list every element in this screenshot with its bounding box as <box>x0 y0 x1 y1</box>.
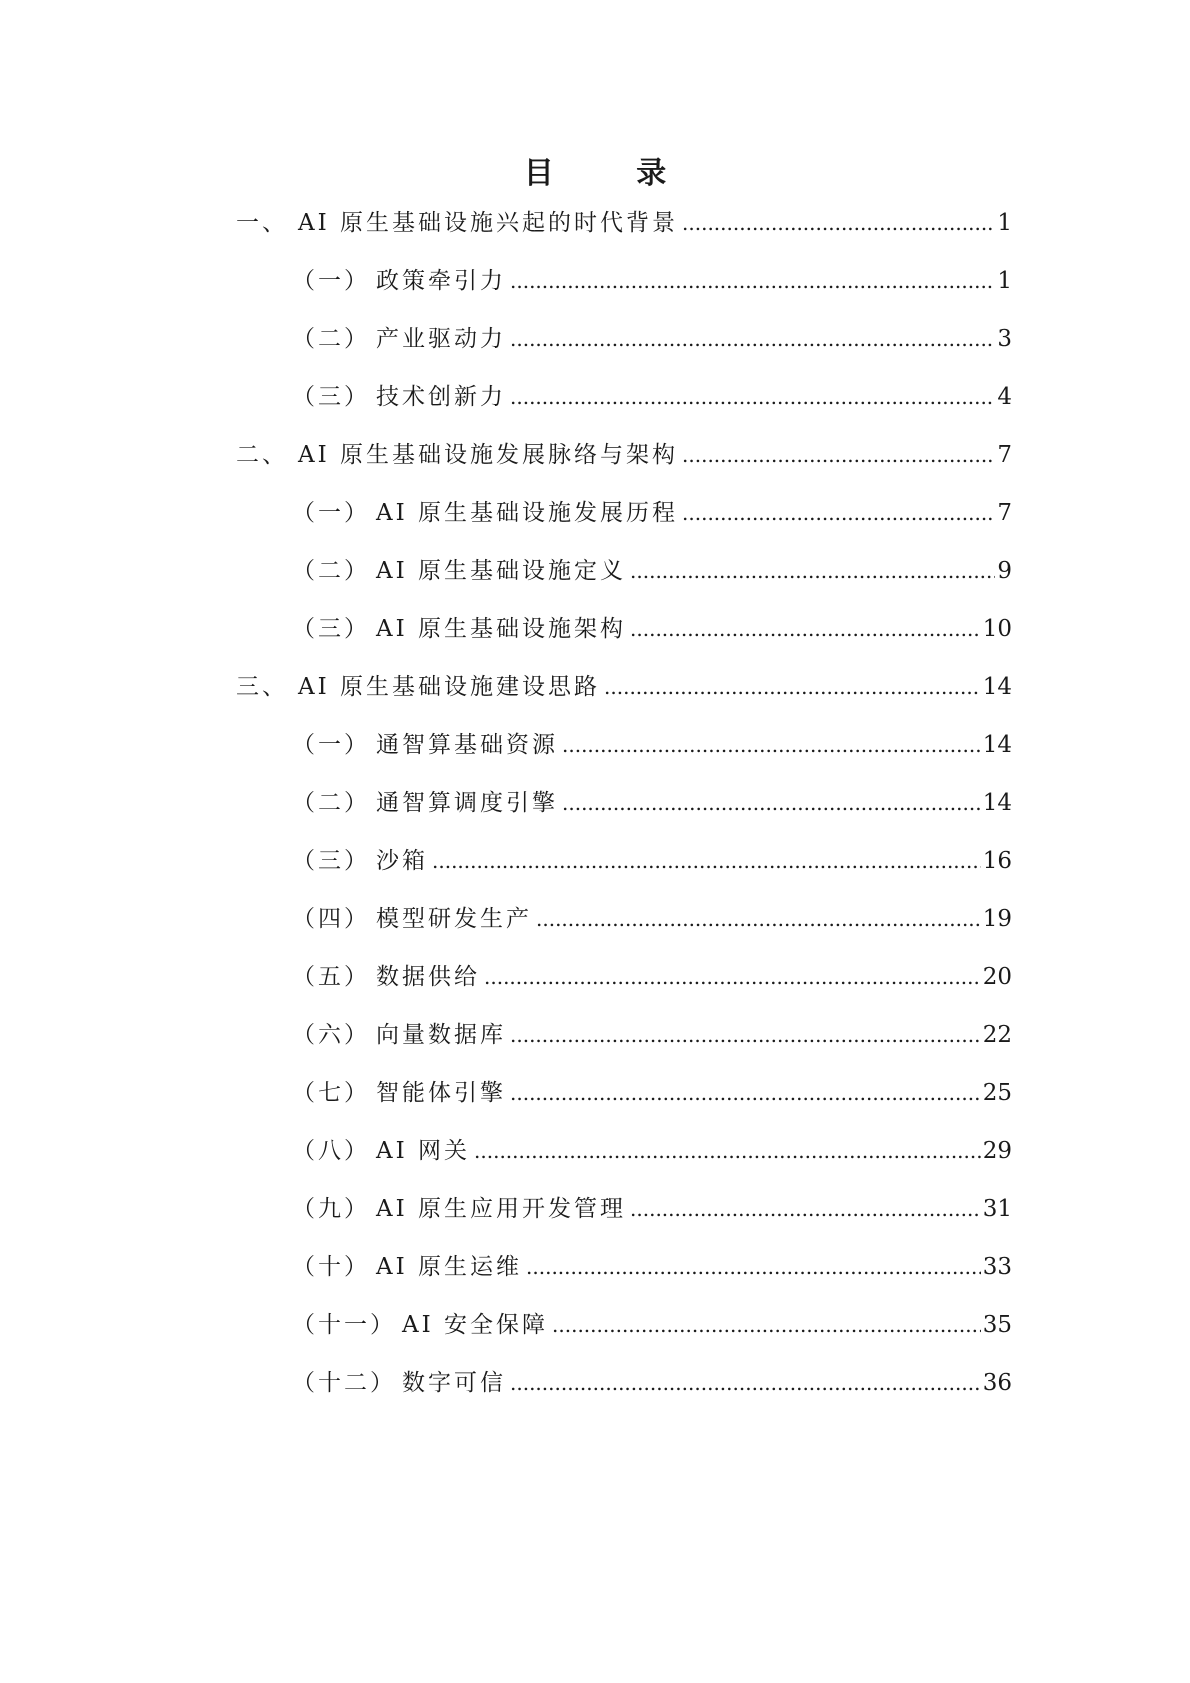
toc-dot-leader <box>562 791 981 815</box>
toc-entry-page-number: 1 <box>997 268 1012 294</box>
toc-section-entry[interactable] <box>292 494 1012 534</box>
toc-entry-number: （一） <box>292 268 370 294</box>
toc-entry-page-number: 19 <box>982 906 1012 932</box>
toc-entry-page-number: 4 <box>997 384 1012 410</box>
toc-entry-number: 一、 <box>236 210 288 236</box>
toc-entry-page-number: 3 <box>997 326 1012 352</box>
toc-section-entry[interactable] <box>292 958 1012 998</box>
toc-section-entry[interactable] <box>292 1074 1012 1114</box>
toc-entry-title: AI 原生基础设施架构 <box>376 616 627 642</box>
toc-entry-number: （十二） <box>292 1370 396 1396</box>
toc-section-entry[interactable] <box>292 1132 1012 1172</box>
toc-section-entry[interactable] <box>292 320 1012 360</box>
toc-dot-leader <box>604 675 981 699</box>
toc-entry-page-number: 25 <box>982 1080 1012 1106</box>
toc-dot-leader <box>682 211 995 235</box>
toc-dot-leader <box>630 1197 981 1221</box>
toc-dot-leader <box>484 965 981 989</box>
toc-entry-page-number: 22 <box>982 1022 1012 1048</box>
toc-section-entry[interactable] <box>292 900 1012 940</box>
toc-entry-title: AI 原生基础设施定义 <box>376 558 627 584</box>
toc-section-entry[interactable] <box>292 1248 1012 1288</box>
toc-entry-title: 技术创新力 <box>376 384 506 410</box>
toc-entry-number: （六） <box>292 1022 370 1048</box>
toc-dot-leader <box>526 1255 981 1279</box>
toc-dot-leader <box>510 385 995 409</box>
toc-dot-leader <box>510 1081 981 1105</box>
toc-title: 目 录 <box>523 156 703 191</box>
toc-entry-page-number: 14 <box>982 790 1012 816</box>
toc-entry-number: （三） <box>292 384 370 410</box>
toc-entry-page-number: 16 <box>982 848 1012 874</box>
toc-entry-number: （五） <box>292 964 370 990</box>
toc-entry-title: 政策牵引力 <box>376 268 506 294</box>
toc-section-entry[interactable] <box>292 1190 1012 1230</box>
toc-entry-number: （八） <box>292 1138 370 1164</box>
toc-section-entry[interactable] <box>292 842 1012 882</box>
toc-section-entry[interactable] <box>292 1016 1012 1056</box>
toc-entry-number: （四） <box>292 906 370 932</box>
toc-entry-title: AI 原生基础设施发展脉络与架构 <box>298 442 679 468</box>
toc-entry-page-number: 7 <box>997 500 1012 526</box>
toc-chapter-entry[interactable] <box>236 436 1012 476</box>
toc-entry-page-number: 14 <box>982 732 1012 758</box>
toc-dot-leader <box>510 1023 981 1047</box>
toc-entry-number: （十一） <box>292 1312 396 1338</box>
toc-section-entry[interactable] <box>292 784 1012 824</box>
toc-dot-leader <box>682 443 995 467</box>
toc-dot-leader <box>630 617 981 641</box>
toc-entry-title: AI 原生基础设施发展历程 <box>376 500 679 526</box>
toc-entry-title: 通智算基础资源 <box>376 732 558 758</box>
toc-entry-number: 三、 <box>236 674 288 700</box>
toc-section-entry[interactable] <box>292 1306 1012 1346</box>
toc-dot-leader <box>562 733 981 757</box>
toc-entry-number: 二、 <box>236 442 288 468</box>
toc-section-entry[interactable] <box>292 726 1012 766</box>
toc-entry-number: （三） <box>292 848 370 874</box>
toc-entry-title: 数据供给 <box>376 964 480 990</box>
toc-section-entry[interactable] <box>292 378 1012 418</box>
toc-entry-number: （一） <box>292 500 370 526</box>
toc-entry-title: AI 原生运维 <box>376 1254 523 1280</box>
toc-entry-title: AI 网关 <box>376 1138 471 1164</box>
toc-entry-page-number: 14 <box>982 674 1012 700</box>
toc-entry-page-number: 35 <box>982 1312 1012 1338</box>
toc-dot-leader <box>682 501 995 525</box>
toc-entry-title: AI 安全保障 <box>402 1312 549 1338</box>
toc-entry-title: 沙箱 <box>376 848 428 874</box>
toc-entry-page-number: 1 <box>997 210 1012 236</box>
toc-entry-number: （三） <box>292 616 370 642</box>
toc-entry-page-number: 20 <box>982 964 1012 990</box>
toc-entry-page-number: 10 <box>982 616 1012 642</box>
toc-dot-leader <box>510 269 995 293</box>
toc-entry-title: 模型研发生产 <box>376 906 532 932</box>
toc-entry-title: AI 原生基础设施兴起的时代背景 <box>298 210 679 236</box>
toc-chapter-entry[interactable] <box>236 668 1012 708</box>
toc-entry-page-number: 9 <box>997 558 1012 584</box>
toc-dot-leader <box>432 849 981 873</box>
toc-entry-number: （七） <box>292 1080 370 1106</box>
toc-section-entry[interactable] <box>292 610 1012 650</box>
toc-entry-page-number: 36 <box>982 1370 1012 1396</box>
toc-entry-title: 向量数据库 <box>376 1022 506 1048</box>
toc-dot-leader <box>630 559 995 583</box>
toc-entry-number: （九） <box>292 1196 370 1222</box>
toc-entry-title: AI 原生应用开发管理 <box>376 1196 627 1222</box>
toc-entry-page-number: 29 <box>982 1138 1012 1164</box>
toc-section-entry[interactable] <box>292 262 1012 302</box>
toc-entry-number: （一） <box>292 732 370 758</box>
toc-dot-leader <box>510 1371 981 1395</box>
toc-dot-leader <box>510 327 995 351</box>
toc-entry-page-number: 31 <box>982 1196 1012 1222</box>
toc-section-entry[interactable] <box>292 552 1012 592</box>
toc-entry-title: 智能体引擎 <box>376 1080 506 1106</box>
toc-entry-page-number: 33 <box>982 1254 1012 1280</box>
toc-entry-page-number: 7 <box>997 442 1012 468</box>
toc-entry-number: （二） <box>292 790 370 816</box>
toc-entry-title: 产业驱动力 <box>376 326 506 352</box>
toc-dot-leader <box>552 1313 981 1337</box>
toc-chapter-entry[interactable] <box>236 204 1012 244</box>
toc-entry-title: 通智算调度引擎 <box>376 790 558 816</box>
toc-entry-number: （二） <box>292 558 370 584</box>
toc-entry-number: （二） <box>292 326 370 352</box>
toc-entry-title: AI 原生基础设施建设思路 <box>298 674 601 700</box>
toc-entry-title: 数字可信 <box>402 1370 506 1396</box>
toc-entry-number: （十） <box>292 1254 370 1280</box>
toc-dot-leader <box>536 907 981 931</box>
toc-section-entry[interactable] <box>292 1364 1012 1404</box>
toc-dot-leader <box>474 1139 981 1163</box>
